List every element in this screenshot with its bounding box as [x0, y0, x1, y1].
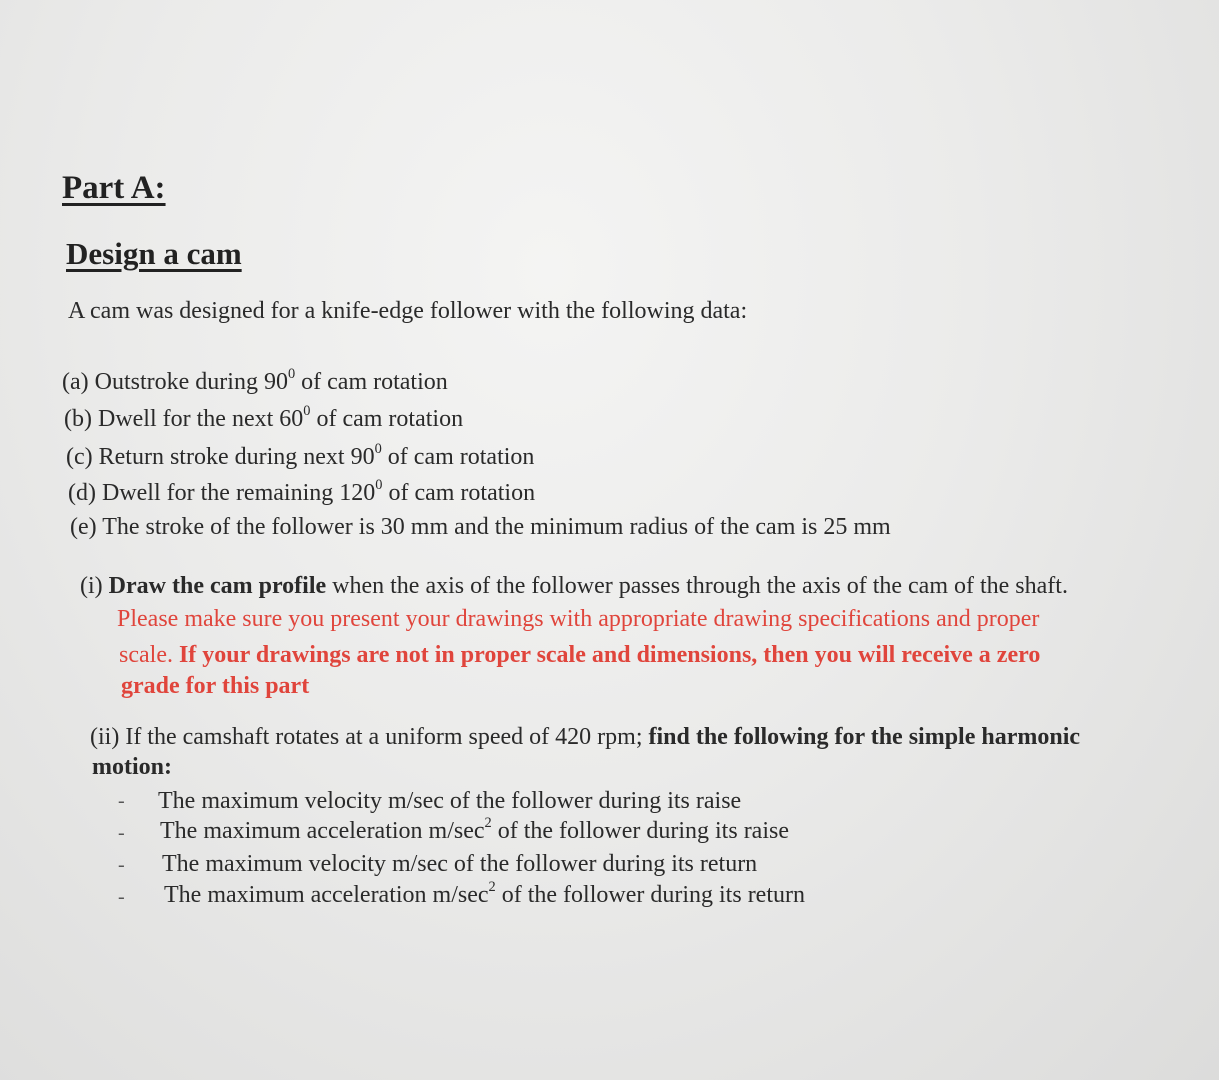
data-item-e: (e) The stroke of the follower is 30 mm and the minimum radius of the cam is 25 mm	[70, 514, 891, 540]
section-title: Design a cam	[66, 236, 242, 271]
question-i-warning-line1: Please make sure you present your drawings with appropriate drawing specifications and proper	[117, 606, 1040, 632]
part-title: Part A:	[62, 170, 166, 206]
bullet-item-3: The maximum velocity m/sec of the follower during its return	[162, 851, 758, 877]
question-ii-line2: motion:	[92, 754, 172, 780]
data-item-c: (c) Return stroke during next $90^0$ of cam rotation	[66, 440, 535, 470]
bullet-dash: -	[118, 854, 125, 876]
data-item-b: (b) Dwell for the next $60^0$ of cam rotation	[64, 402, 464, 432]
bullet-dash: -	[118, 822, 125, 844]
question-i-warning-line3: grade for this part	[121, 673, 310, 699]
bullet-dash: -	[118, 790, 125, 812]
bullet-dash: -	[118, 886, 125, 908]
data-item-a: (a) Outstroke during $90^0$ of cam rotation	[62, 365, 448, 395]
bullet-item-4: The maximum acceleration $m/\sec^2$ of the follower during its return	[164, 878, 805, 908]
bullet-item-2: The maximum acceleration $m/\sec^2$ of the follower during its raise	[160, 814, 789, 844]
bullet-item-1: The maximum velocity m/sec of the follower during its raise	[158, 788, 742, 814]
question-i-line1: (i) Draw the cam profile when the axis of the follower passes through the axis of the cam of the shaft.	[80, 573, 1068, 599]
question-i-warning-line2: scale. If your drawings are not in proper scale and dimensions, then you will receive a zero	[119, 642, 1041, 668]
question-ii-line1: (ii) If the camshaft rotates at a uniform speed of 420 rpm; find the following for the simple harmonic	[90, 724, 1081, 750]
intro-text: A cam was designed for a knife-edge follower with the following data:	[68, 298, 748, 324]
data-item-d: (d) Dwell for the remaining $120^0$ of cam rotation	[68, 476, 536, 506]
